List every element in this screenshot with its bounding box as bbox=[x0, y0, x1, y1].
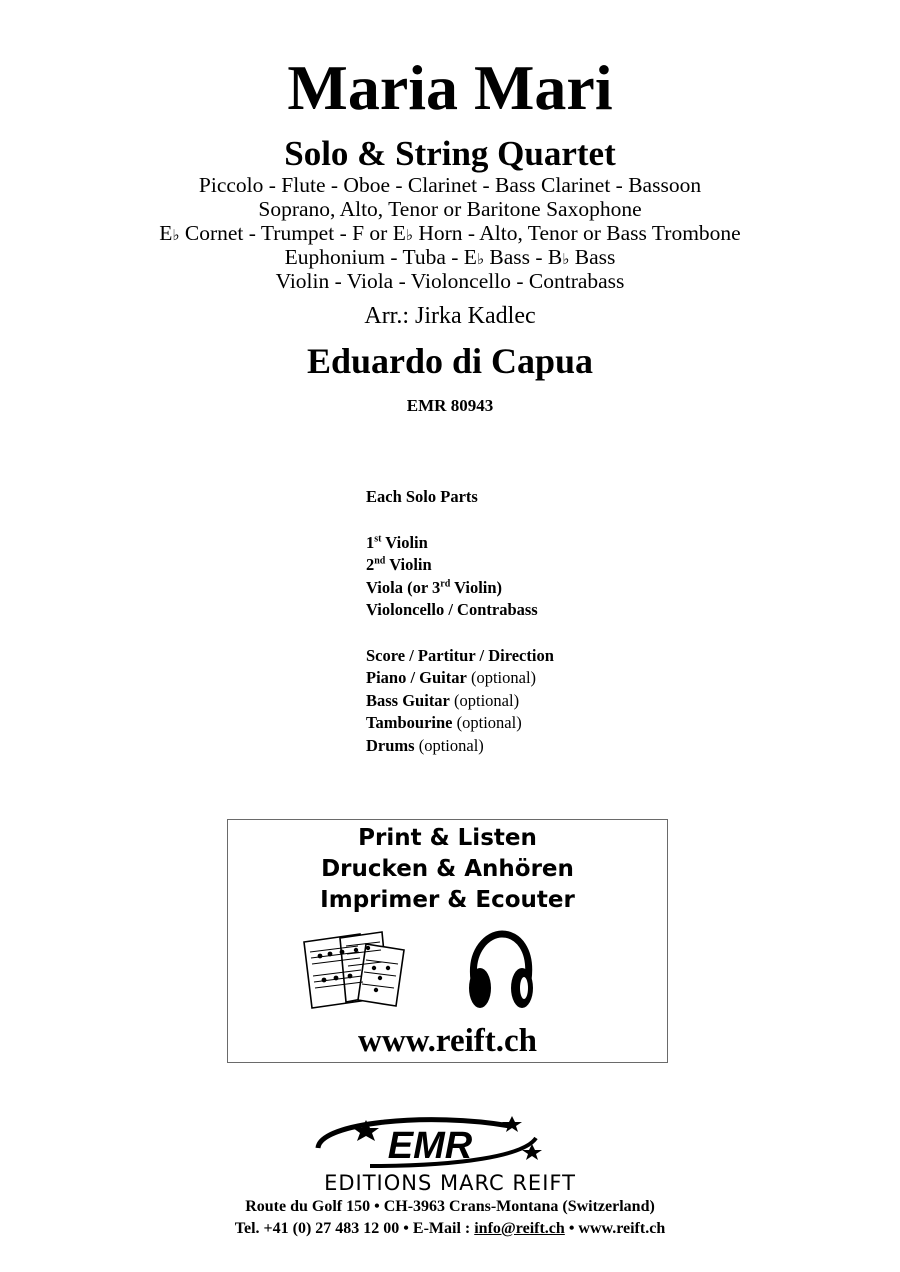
promo-line-1: Print & Listen bbox=[358, 825, 537, 851]
publisher-address: Route du Golf 150 • CH-3963 Crans-Montana (Switzerland) bbox=[245, 1198, 655, 1215]
instrument-line-5: Violin - Viola - Violoncello - Contrabass bbox=[275, 269, 625, 293]
part-viola: Viola (or 3rd Violin) bbox=[366, 577, 503, 597]
email-link[interactable]: info@reift.ch bbox=[474, 1220, 565, 1237]
part-tambourine: Tambourine (optional) bbox=[366, 713, 522, 732]
part-bass-guitar: Bass Guitar (optional) bbox=[366, 690, 520, 710]
promo-line-3: Imprimer & Ecouter bbox=[320, 887, 575, 913]
promo-line-2: Drucken & Anhören bbox=[321, 856, 574, 882]
instrument-line-1: Piccolo - Flute - Oboe - Clarinet - Bass Clarinet - Bassoon bbox=[198, 173, 702, 197]
part-piano: Piano / Guitar (optional) bbox=[366, 668, 537, 687]
headphones-icon bbox=[466, 930, 536, 1012]
publisher-contact: Tel. +41 (0) 27 483 12 00 • E-Mail : info@reift.ch • www.reift.ch bbox=[234, 1220, 666, 1237]
part-cello: Violoncello / Contrabass bbox=[366, 600, 538, 619]
subtitle: Solo & String Quartet bbox=[284, 134, 616, 173]
part-score: Score / Partitur / Direction bbox=[366, 645, 554, 665]
instrument-line-3: E♭ Cornet - Trumpet - F or E♭ Horn - Alto, Tenor or Bass Trombone bbox=[159, 221, 741, 245]
flat-symbol: ♭ bbox=[562, 250, 570, 268]
flat-symbol: ♭ bbox=[405, 226, 413, 244]
arranger: Arr.: Jirka Kadlec bbox=[364, 303, 536, 329]
instrument-line-2: Soprano, Alto, Tenor or Baritone Saxophone bbox=[258, 197, 642, 221]
piece-title: Maria Mari bbox=[287, 52, 613, 123]
print-listen-box bbox=[227, 819, 668, 1063]
flat-symbol: ♭ bbox=[172, 226, 180, 244]
parts-list bbox=[366, 486, 554, 757]
website-url[interactable]: www.reift.ch bbox=[357, 1023, 538, 1059]
parts-heading: Each Solo Parts bbox=[366, 487, 478, 506]
emr-logo bbox=[310, 1108, 550, 1170]
web-link[interactable]: • www.reift.ch bbox=[564, 1220, 666, 1237]
flat-symbol: ♭ bbox=[476, 250, 485, 268]
composer: Eduardo di Capua bbox=[306, 341, 594, 381]
part-drums: Drums (optional) bbox=[366, 735, 484, 755]
part-violin-2: 2nd Violin bbox=[366, 555, 432, 574]
catalog-number: EMR 80943 bbox=[406, 396, 494, 415]
publisher-name: EDITIONS MARC REIFT bbox=[324, 1171, 576, 1195]
instrument-line-4: Euphonium - Tuba - E♭ Bass - B♭ Bass bbox=[284, 245, 616, 269]
logo-text: EMR bbox=[387, 1125, 473, 1167]
part-violin-1: 1st Violin bbox=[366, 532, 428, 552]
sheet-music-icon bbox=[300, 928, 412, 1010]
